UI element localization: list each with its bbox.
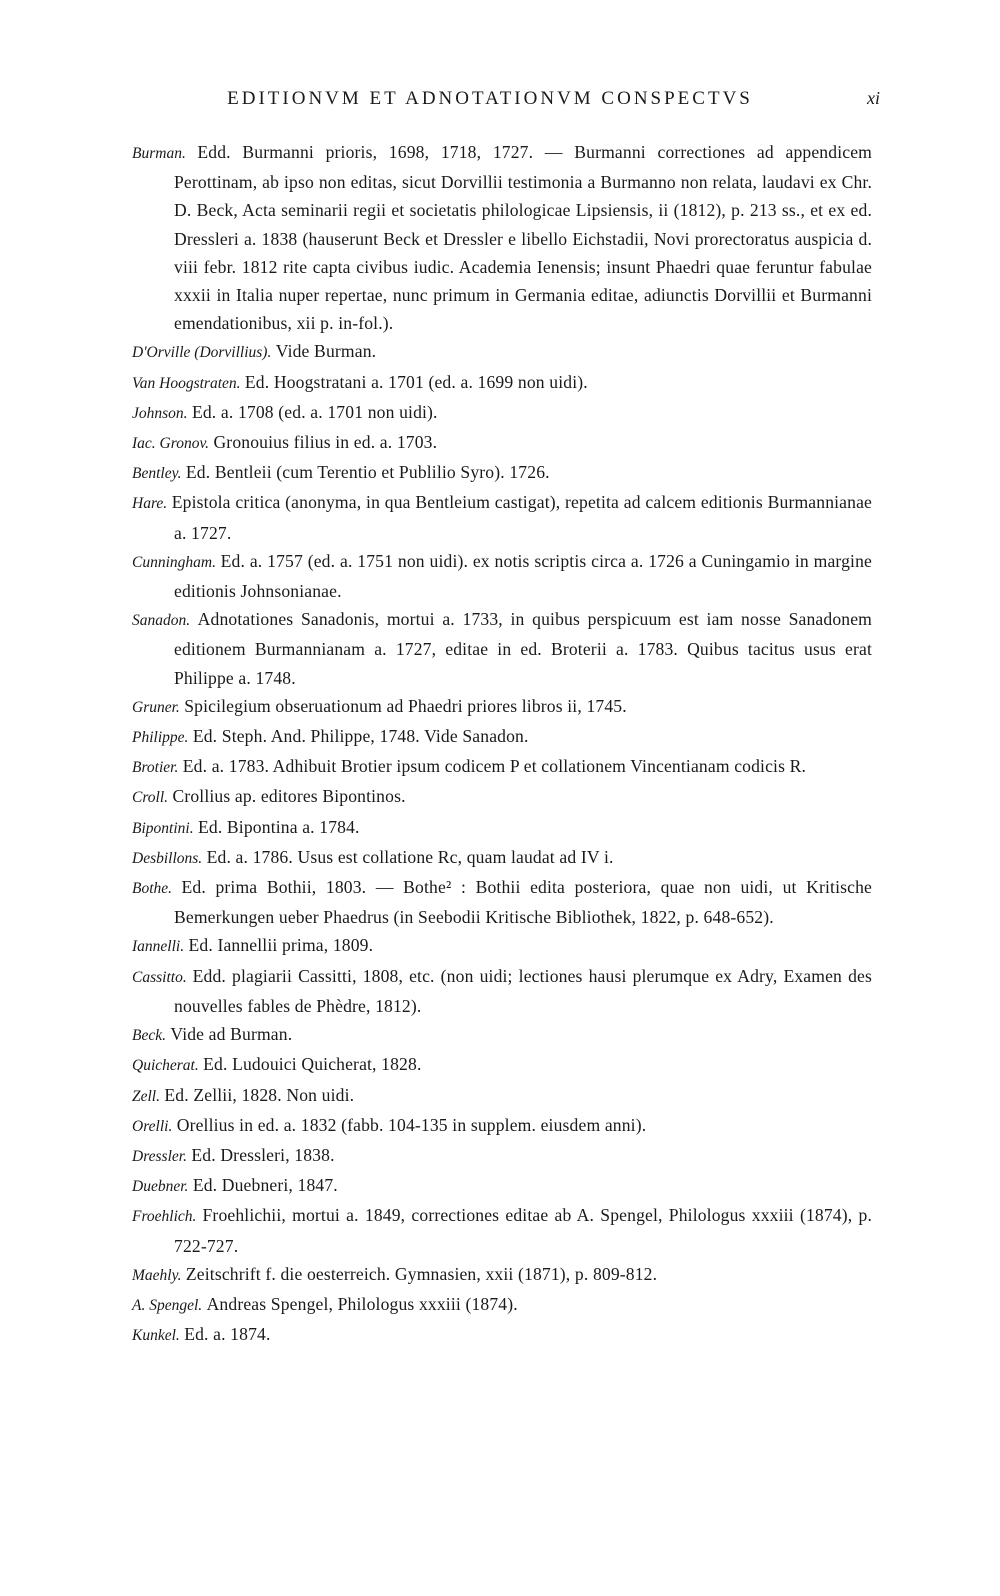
entry-text: Ed. Iannellii prima, 1809. xyxy=(188,935,374,956)
entry-dorville xyxy=(132,337,872,367)
entry-abbreviation: Johnson. xyxy=(132,404,188,422)
entry-abbreviation: Kunkel. xyxy=(132,1327,180,1345)
entry-sanadon xyxy=(132,605,872,692)
entry-bothe xyxy=(132,873,872,931)
entry-abbreviation: Sanadon. xyxy=(132,612,191,630)
entry-text: Ed. Ludouici Quicherat, 1828. xyxy=(203,1054,422,1075)
entry-iannelli xyxy=(132,931,872,961)
entry-text: Edd. Burmanni prioris, 1698, 1718, 1727. — Burmanni correctiones ad appendicem Perottinam, ab ipso non editas, sicut Dorvillii testimonia a Burmanno non relata, laudavi ex Chr. D. Beck, Acta seminarii regii et societatis philologicae Lipsiensis, ii (1812), p. 213 ss., et ex ed. Dressleri a. 1838 (hauserunt Beck et Dressler e libello Eichstadii, Novi prorectoratus auspicia d. viii febr. 1812 rite capta civibus iudic. Academia Ienensis; insunt Phaedri quae feruntur fabulae xxxii in Italia nuper repertae, nunc primum in Germania editae, adiunctis Dorvillii et Burmanni emendationibus, xii p. in-fol.). xyxy=(174,142,872,334)
entry-abbreviation: Brotier. xyxy=(132,759,179,777)
running-title: EDITIONVM ET ADNOTATIONVM CONSPECTVS xyxy=(227,88,753,109)
running-head xyxy=(140,88,880,116)
entry-abbreviation: Maehly. xyxy=(132,1266,182,1284)
entry-abbreviation: Desbillons. xyxy=(132,849,203,867)
entry-abbreviation: Philippe. xyxy=(132,729,189,747)
entry-abbreviation: Cunningham. xyxy=(132,553,216,571)
entry-hoogstraten xyxy=(132,368,872,398)
entry-abbreviation: Iannelli. xyxy=(132,938,185,956)
entry-text: Ed. Hoogstratani a. 1701 (ed. a. 1699 non uidi). xyxy=(244,371,588,392)
entry-text: Ed. a. 1786. Usus est collatione Rc, quam laudat ad IV i. xyxy=(206,846,614,867)
entry-text: Ed. a. 1708 (ed. a. 1701 non uidi). xyxy=(191,401,438,422)
entry-abbreviation: D'Orville (Dorvillius). xyxy=(132,344,272,362)
entry-abbreviation: Orelli. xyxy=(132,1117,173,1135)
entry-orelli xyxy=(132,1111,872,1141)
entry-abbreviation: Bentley. xyxy=(132,465,182,483)
entry-abbreviation: Duebner. xyxy=(132,1178,189,1196)
entry-abbreviation: Zell. xyxy=(132,1087,160,1105)
entry-text: Ed. Zellii, 1828. Non uidi. xyxy=(164,1084,355,1105)
entry-abbreviation: Dressler. xyxy=(132,1147,187,1165)
entry-text: Spicilegium obseruationum ad Phaedri priores libros ii, 1745. xyxy=(184,695,627,716)
entry-kunkel xyxy=(132,1320,872,1350)
entry-text: Ed. prima Bothii, 1803. — Bothe² : Bothii edita posteriora, quae non uidi, ut Kritische Bemerkungen ueber Phaedrus (in Seebodii Kritische Bibliothek, 1822, p. 648-652). xyxy=(174,877,872,928)
entry-gronov xyxy=(132,428,872,458)
entry-croll xyxy=(132,782,872,812)
entry-abbreviation: Iac. Gronov. xyxy=(132,435,210,453)
entry-abbreviation: Bothe. xyxy=(132,880,173,898)
entry-cunningham xyxy=(132,547,872,605)
entry-text: Vide ad Burman. xyxy=(170,1024,293,1045)
entry-abbreviation: A. Spengel. xyxy=(132,1296,203,1314)
entry-bentley xyxy=(132,458,872,488)
entry-spengel xyxy=(132,1290,872,1320)
entry-abbreviation: Burman. xyxy=(132,145,186,162)
entry-bipontini xyxy=(132,813,872,843)
entry-froehlich xyxy=(132,1201,872,1259)
entry-abbreviation: Cassitto. xyxy=(132,968,187,986)
entry-text: Adnotationes Sanadonis, mortui a. 1733, in quibus perspicuum est iam nosse Sanadonem editionem Burmannianam a. 1727, editae in ed. Broterii a. 1783. Quibus tacitus usus erat Philippe a. 1748. xyxy=(174,609,873,688)
entry-zell xyxy=(132,1081,872,1111)
entry-text: Ed. Steph. And. Philippe, 1748. Vide Sanadon. xyxy=(192,726,529,747)
page-number: xi xyxy=(867,88,880,108)
entry-cassitto xyxy=(132,962,872,1020)
entry-text: Vide Burman. xyxy=(275,341,377,362)
entry-abbreviation: Van Hoogstraten. xyxy=(132,374,241,392)
entry-text: Ed. a. 1757 (ed. a. 1751 non uidi). ex notis scriptis circa a. 1726 a Cuningamio in margine editionis Johnsonianae. xyxy=(174,550,872,602)
entry-text: Andreas Spengel, Philologus xxxiii (1874). xyxy=(206,1293,518,1314)
entry-burman xyxy=(132,138,872,337)
entry-text: Edd. plagiarii Cassitti, 1808, etc. (non uidi; lectiones hausi plerumque ex Adry, Examen des nouvelles fables de Phèdre, 1812). xyxy=(174,965,872,1016)
entry-johnson xyxy=(132,398,872,428)
entry-text: Froehlichii, mortui a. 1849, correctiones editae ab A. Spengel, Philologus xxxiii (1874), p. 722-727. xyxy=(174,1205,873,1256)
entry-abbreviation: Bipontini. xyxy=(132,819,194,837)
entry-abbreviation: Hare. xyxy=(132,495,168,513)
entry-gruner xyxy=(132,692,872,722)
entry-text: Ed. Bipontina a. 1784. xyxy=(197,816,360,837)
entry-abbreviation: Quicherat. xyxy=(132,1057,199,1075)
entry-abbreviation: Gruner. xyxy=(132,698,180,716)
entry-text: Orellius in ed. a. 1832 (fabb. 104-135 in supplem. eiusdem anni). xyxy=(176,1114,647,1135)
entry-text: Crollius ap. editores Bipontinos. xyxy=(172,786,406,807)
entry-quicherat xyxy=(132,1050,872,1080)
entry-abbreviation: Beck. xyxy=(132,1027,166,1045)
entry-text: Ed. a. 1783. Adhibuit Brotier ipsum codicem P et collationem Vincentianam codicis R. xyxy=(182,756,807,777)
entry-text: Epistola critica (anonyma, in qua Bentleium castigat), repetita ad calcem editionis Burmannianae a. 1727. xyxy=(171,492,872,543)
entry-brotier xyxy=(132,752,872,782)
entry-text: Ed. Bentleii (cum Terentio et Publilio Syro). 1726. xyxy=(185,462,550,483)
entry-maehly xyxy=(132,1260,872,1290)
entry-text: Ed. Duebneri, 1847. xyxy=(192,1175,338,1196)
entry-abbreviation: Froehlich. xyxy=(132,1208,197,1226)
entry-abbreviation: Croll. xyxy=(132,789,169,807)
entry-desbillons xyxy=(132,843,872,873)
entry-text: Zeitschrift f. die oesterreich. Gymnasien, xxii (1871), p. 809-812. xyxy=(185,1263,658,1284)
entry-duebner xyxy=(132,1171,872,1201)
entry-text: Ed. a. 1874. xyxy=(184,1324,271,1345)
conspectus-list xyxy=(132,138,872,1350)
entry-hare xyxy=(132,488,872,546)
entry-beck xyxy=(132,1020,872,1050)
entry-philippe xyxy=(132,722,872,752)
entry-dressler xyxy=(132,1141,872,1171)
entry-text: Ed. Dressleri, 1838. xyxy=(191,1144,335,1165)
entry-text: Gronouius filius in ed. a. 1703. xyxy=(213,432,438,453)
